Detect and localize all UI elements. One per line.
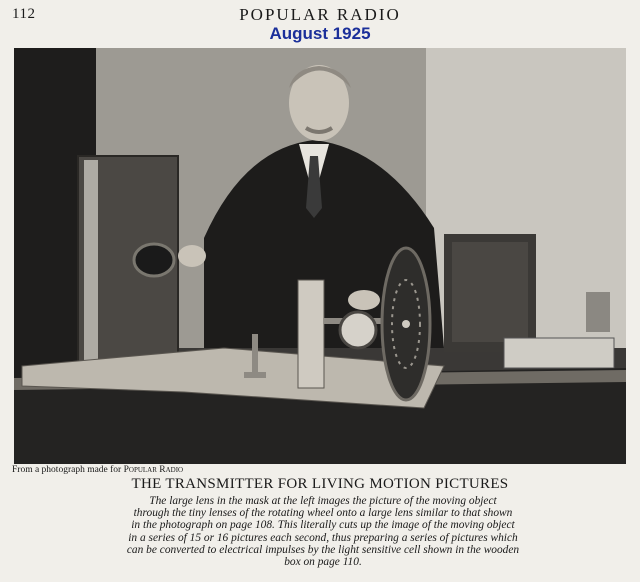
photograph — [14, 48, 626, 464]
page-number: 112 — [12, 6, 36, 22]
caption-body — [46, 495, 600, 568]
caption-line: can be converted to electrical impulses by the light sensitive cell shown in the wooden — [126, 543, 520, 556]
date-stamp: August 1925 — [269, 24, 371, 43]
magazine-title: POPULAR RADIO — [239, 5, 401, 24]
caption-line: in a series of 15 or 16 pictures each second, thus preparing a series of pictures which — [128, 531, 518, 544]
caption-line: through the tiny lenses of the rotating wheel onto a large lens similar to that shown — [133, 507, 513, 520]
caption-line: in the photograph on page 108. This literally cuts up the image of the moving object — [131, 519, 515, 532]
photo-credit — [12, 465, 183, 475]
caption-line: box on page 110. — [284, 556, 362, 569]
caption-line: The large lens in the mask at the left images the picture of the moving object — [149, 495, 497, 507]
caption-title: THE TRANSMITTER FOR LIVING MOTION PICTURES — [131, 476, 509, 492]
photo-credit-source: Popular Radio — [123, 465, 184, 475]
photo-credit-prefix: From a photograph made for — [12, 465, 124, 475]
